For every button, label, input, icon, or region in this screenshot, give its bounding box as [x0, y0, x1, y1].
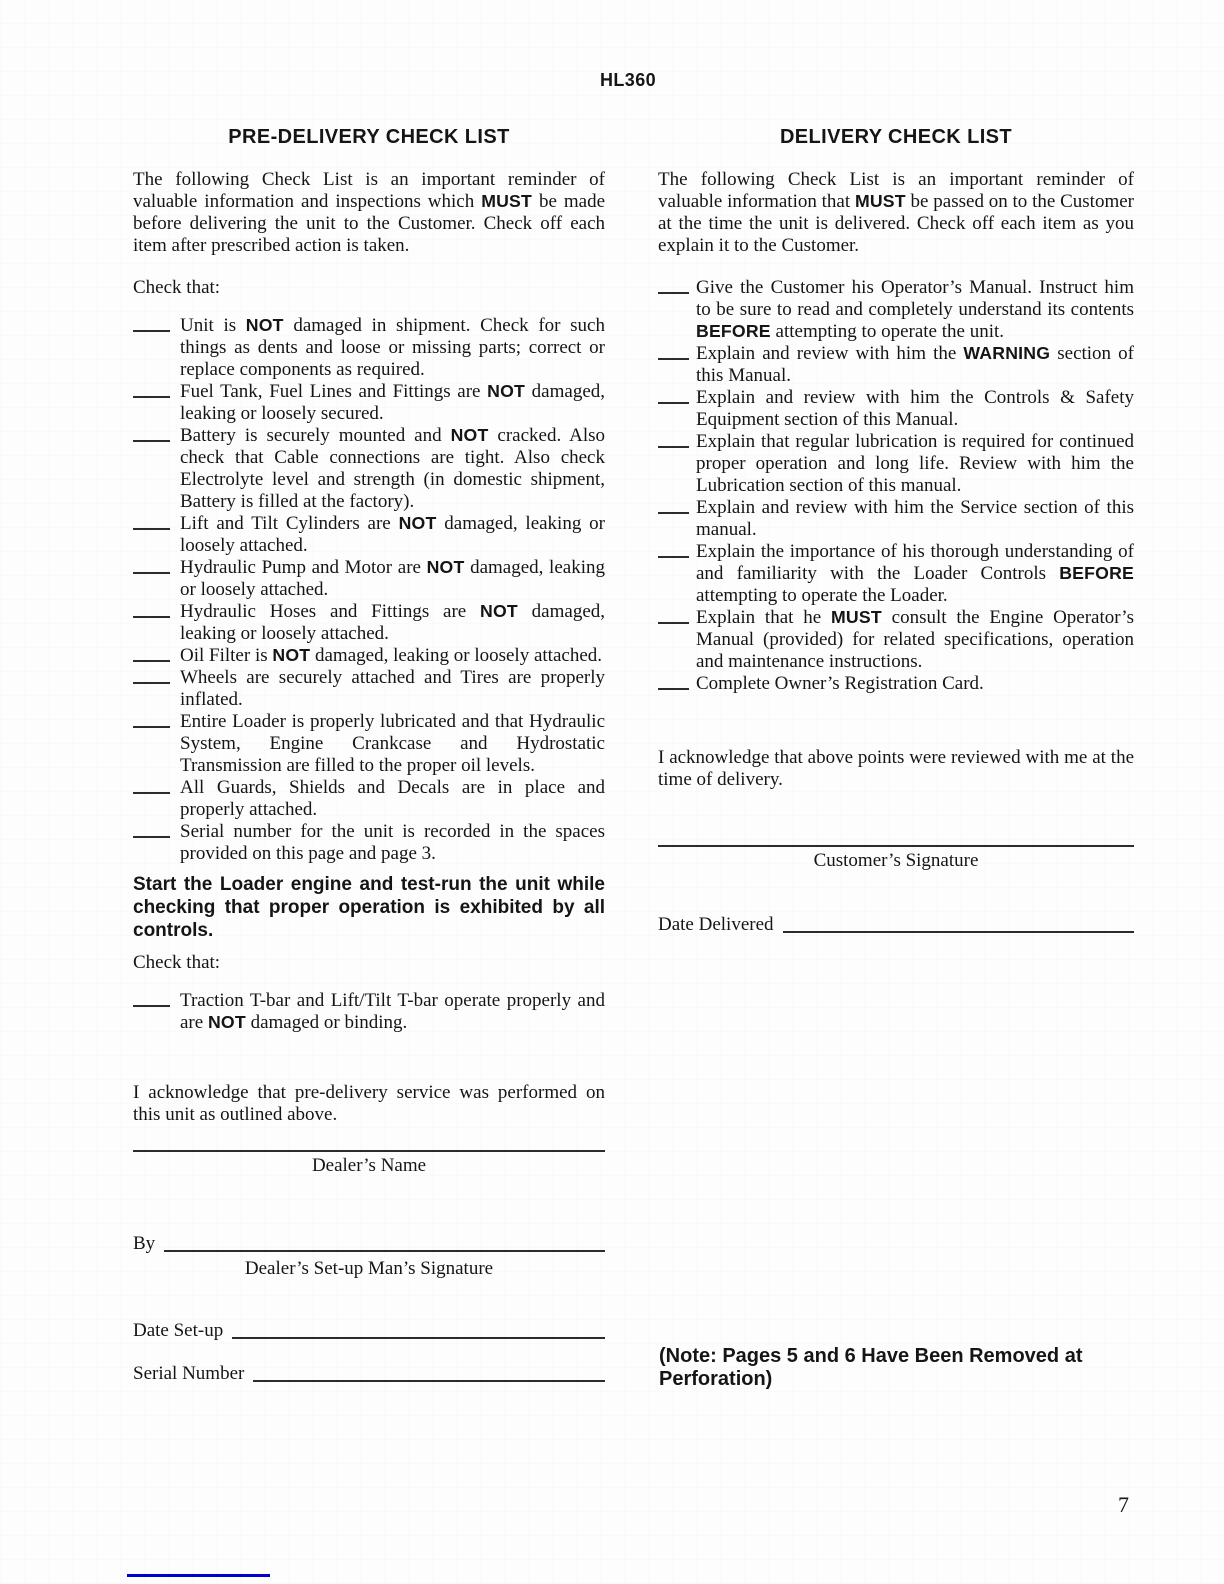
pre-delivery-intro: The following Check List is an important reminder of valuable information and inspections which MUST be made before delivering the unit to the Customer. Check off each item after prescribed action is taken.	[133, 169, 605, 256]
check-blank-line	[658, 512, 689, 514]
delivery-title: DELIVERY CHECK LIST	[779, 126, 1013, 148]
checklist-item-text: Wheels are securely attached and Tires are properly inflated.	[180, 667, 605, 710]
pre-delivery-title: PRE-DELIVERY CHECK LIST	[228, 126, 510, 148]
check-blank-line	[658, 556, 689, 558]
checklist-item	[658, 673, 1134, 695]
check-blank-line	[658, 402, 689, 404]
checklist-item	[133, 777, 605, 821]
checklist-item-text: Explain the importance of his thorough understanding of and familiarity with the Loader Controls BEFORE attempting to operate the Loader.	[696, 541, 1134, 606]
dealer-name-label: Dealer’s Name	[311, 1155, 427, 1176]
serial-number-row	[133, 1363, 605, 1385]
date-setup-label: Date Set-up	[133, 1320, 224, 1341]
check-blank-line	[133, 440, 170, 442]
by-signature-row	[133, 1233, 605, 1255]
checklist-item	[658, 607, 1134, 673]
checklist-item	[133, 513, 605, 557]
checklist-item-text: Fuel Tank, Fuel Lines and Fittings are NOT damaged, leaking or loosely secured.	[180, 381, 606, 424]
serial-number-label: Serial Number	[133, 1363, 245, 1384]
checklist-item-text: Oil Filter is NOT damaged, leaking or loosely attached.	[180, 645, 603, 666]
delivery-checklist	[658, 277, 1134, 695]
removed-pages-note: (Note: Pages 5 and 6 Have Been Removed at Perforation)	[659, 1345, 1083, 1390]
checklist-item	[133, 601, 605, 645]
check-blank-line	[658, 688, 689, 690]
checklist-item-text: Give the Customer his Operator’s Manual. Instruct him to be sure to read and completely understand its contents BEFORE attempting to operate the unit.	[696, 277, 1134, 342]
check-blank-line	[133, 726, 170, 728]
checklist-item	[133, 315, 605, 381]
pre-delivery-checklist	[133, 315, 605, 865]
check-blank-line	[658, 358, 689, 360]
serial-number-line	[253, 1380, 605, 1382]
checklist-item-text: Hydraulic Pump and Motor are NOT damaged, leaking or loosely attached.	[180, 557, 605, 600]
blue-underline-mark	[127, 1574, 270, 1577]
check-blank-line	[133, 792, 170, 794]
checklist-item	[133, 821, 605, 865]
checklist-item-text: Traction T-bar and Lift/Tilt T-bar operate properly and are NOT damaged or binding.	[180, 990, 605, 1033]
checklist-item	[133, 990, 605, 1034]
page-number: 7	[1118, 1492, 1129, 1517]
delivery-column	[658, 126, 1134, 936]
dealer-name-signature-line	[133, 1150, 605, 1152]
checklist-item-text: Battery is securely mounted and NOT cracked. Also check that Cable connections are tight. Also check Electrolyte level and strength (in domestic shipment, Battery is filled at the factory).	[180, 425, 606, 512]
checklist-item	[658, 343, 1134, 387]
check-blank-line	[133, 396, 170, 398]
check-blank-line	[133, 836, 170, 838]
by-label: By	[133, 1233, 156, 1254]
checklist-item-text: Explain and review with him the WARNING section of this Manual.	[696, 343, 1134, 386]
check-blank-line	[133, 330, 170, 332]
check-blank-line	[658, 292, 689, 294]
check-blank-line	[133, 572, 170, 574]
check-blank-line	[658, 622, 689, 624]
date-setup-row	[133, 1320, 605, 1342]
checklist-item-text: Explain that regular lubrication is required for continued proper operation and long life. Review with him the Lubrication section of this manual.	[696, 431, 1134, 496]
checklist-item	[658, 541, 1134, 607]
pre-delivery-column	[133, 126, 605, 1385]
checklist-item-text: Explain that he MUST consult the Engine Operator’s Manual (provided) for related specifications, operation and maintenance instructions.	[696, 607, 1134, 672]
checklist-item-text: Explain and review with him the Service section of this manual.	[696, 497, 1134, 540]
check-blank-line	[133, 660, 170, 662]
check-that-label-2: Check that:	[133, 952, 221, 973]
checklist-item	[133, 381, 605, 425]
checklist-item	[133, 645, 605, 667]
checklist-item	[133, 425, 605, 513]
check-blank-line	[133, 616, 170, 618]
doc-code: HL360	[599, 70, 657, 90]
date-delivered-row	[658, 914, 1134, 936]
by-signature-line	[164, 1250, 605, 1252]
customer-signature-line	[658, 845, 1134, 847]
checklist-item-text: Hydraulic Hoses and Fittings are NOT damaged, leaking or loosely attached.	[180, 601, 605, 644]
engine-test-instruction: Start the Loader engine and test-run the unit while checking that proper operation is exhibited by all controls.	[133, 874, 605, 941]
date-delivered-line	[783, 931, 1134, 933]
pre-delivery-acknowledgment: I acknowledge that pre-delivery service was performed on this unit as outlined above.	[133, 1082, 605, 1125]
checklist-item	[658, 387, 1134, 431]
checklist-item	[658, 497, 1134, 541]
checklist-item-text: Unit is NOT damaged in shipment. Check for such things as dents and loose or missing parts; correct or replace components as required.	[180, 315, 605, 380]
customer-signature-label: Customer’s Signature	[813, 850, 979, 871]
checklist-item-text: All Guards, Shields and Decals are in place and properly attached.	[180, 777, 605, 820]
setup-man-signature-label: Dealer’s Set-up Man’s Signature	[244, 1258, 494, 1279]
checklist-item	[133, 557, 605, 601]
date-delivered-label: Date Delivered	[658, 914, 774, 935]
checklist-item-text: Explain and review with him the Controls & Safety Equipment section of this Manual.	[696, 387, 1134, 430]
check-blank-line	[133, 682, 170, 684]
checklist-item	[658, 277, 1134, 343]
pre-delivery-controls-checklist	[133, 990, 605, 1034]
check-blank-line	[133, 528, 170, 530]
check-blank-line	[658, 446, 689, 448]
check-blank-line	[133, 1005, 170, 1007]
date-setup-line	[232, 1337, 605, 1339]
checklist-item-text: Complete Owner’s Registration Card.	[696, 673, 984, 694]
checklist-item-text: Lift and Tilt Cylinders are NOT damaged, leaking or loosely attached.	[180, 513, 605, 556]
checklist-item-text: Entire Loader is properly lubricated and that Hydraulic System, Engine Crankcase and Hydrostatic Transmission are filled to the proper oil levels.	[180, 711, 605, 776]
checklist-item	[658, 431, 1134, 497]
check-that-label: Check that:	[133, 277, 221, 298]
checklist-item-text: Serial number for the unit is recorded in the spaces provided on this page and page 3.	[180, 821, 605, 864]
checklist-item	[133, 667, 605, 711]
checklist-item	[133, 711, 605, 777]
delivery-acknowledgment: I acknowledge that above points were reviewed with me at the time of delivery.	[658, 747, 1134, 790]
delivery-intro: The following Check List is an important reminder of valuable information that MUST be passed on to the Customer at the time the unit is delivered. Check off each item as you explain it to the Customer.	[658, 169, 1134, 256]
